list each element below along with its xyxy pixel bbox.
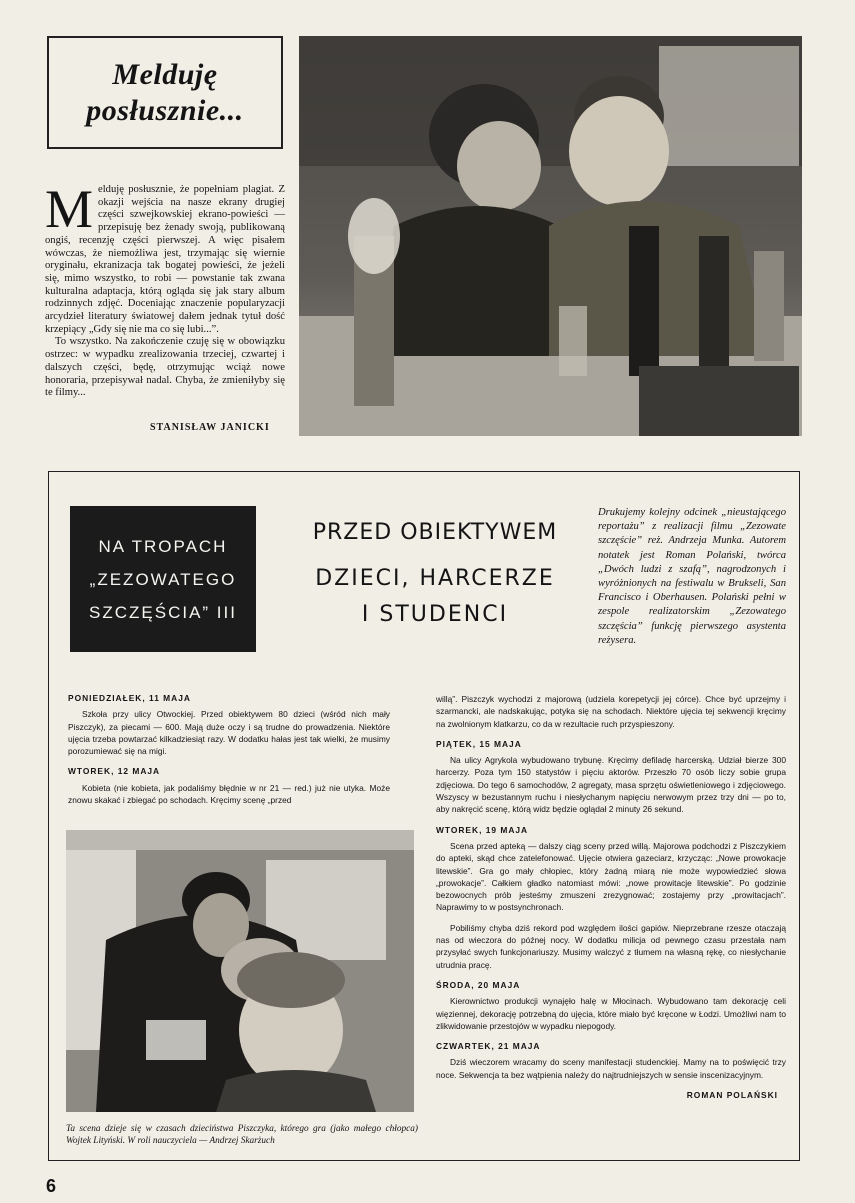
dropcap-letter: M bbox=[45, 179, 94, 239]
report-author: ROMAN POLAŃSKI bbox=[686, 1090, 778, 1101]
film-still-top bbox=[299, 36, 802, 436]
photo-caption: Ta scena dzieje się w czasach dzieciństwa Piszczyka, którego gra (jako małego chłopca) Wojtek Lityński. W roli nauczyciela — Andrzej Skarżuch bbox=[66, 1124, 418, 1146]
series-line-3: SZCZĘŚCIA” III bbox=[89, 602, 237, 622]
diary-entry: Scena przed apteką — dalszy ciąg sceny przed willą. Majorowa podchodzi z Piszczykiem do apteki, skąd chce zatelefonować. Ujęcie otwiera gazeciarz, krzycząc: „Nowe prowokacje litewskie”. Gra go mały chłopiec, który żadną miarą nie może wypowiedzieć słowa „prowokacje”. Całkiem gładko natomiast mówi: „nowe prowitacje litewskie”. Po godzinie bezowocnych prób jesteśmy zmuszeni zrezygnować; zostajemy przy „prowitacjach”. Naprawimy to w postsynchronach. bbox=[436, 840, 786, 913]
page-number: 6 bbox=[46, 1176, 57, 1196]
report-headline bbox=[290, 520, 580, 633]
film-still-bottom bbox=[66, 830, 414, 1112]
title-line-2: posłusznie... bbox=[86, 93, 244, 127]
diary-column-right bbox=[436, 693, 786, 1109]
headline-line-3: I STUDENCI bbox=[361, 602, 509, 627]
diary-date: PONIEDZIAŁEK, 11 MAJA bbox=[68, 693, 191, 703]
series-line-1: NA TROPACH bbox=[98, 536, 228, 556]
headline-line-2: DZIECI, HARCERZE bbox=[315, 566, 555, 591]
series-line-2: „ZEZOWATEGO bbox=[89, 569, 237, 589]
diary-column-left bbox=[68, 692, 390, 814]
diary-entry-continued: willą”. Piszczyk wychodzi z majorową (udziela korepetycji jej córce). Chce być uprzejmy i szarmancki, ale nadskakując, potyka się na schodach. Niektóre ujęcia tej sekwencji kręcimy na zwolnionym klatkarzu, co da w rezultacie ruch przyspieszony. bbox=[436, 694, 786, 729]
headline-line-1: PRZED OBIEKTYWEM bbox=[312, 520, 558, 545]
title-line-1: Melduję bbox=[112, 57, 218, 91]
diary-entry: Kierownictwo produkcji wynajęło halę w Młocinach. Wybudowano tam dekorację celi więziennej, dekorację potrzebną do ujęcia, które miało być kręcone w Łodzi. Umożliwi nam to zlikwidowanie przestojów w wypadku niepogody. bbox=[436, 996, 786, 1031]
diary-entry: Kobieta (nie kobieta, jak podaliśmy błędnie w nr 21 — red.) już nie utyka. Może znowu skakać i zbiegać po schodach. Kręcimy scenę „przed bbox=[68, 782, 390, 806]
review-paragraph-2: To wszystko. Na zakończenie czuję się w obowiązku ostrzec: w wypadku zrealizowania trzeciej, czwartej i dalszych części, będę, otrzymując wciąż nowe honoraria, przepisywał nadal. Chyba, że zmieniłyby się te filmy... bbox=[45, 336, 285, 399]
review-paragraph-1: elduję posłusznie, że popełniam plagiat. Z okazji wejścia na nasze ekrany drugiej części szwejkowskiej ekrano-powieści — przepisuję bez żenady swoją, publikowaną ongiś, recenzję części pierwszej. A więc pisałem wówczas, że niemożliwa jest, trzymając się wiernie oryginału, ekranizacja tak bogatej powieści, że jeżeli się, mimo wszystko, to robi — powstanie tak zwana kulturalna adaptacja, którą ogląda się jak stary album rodzinnych zdjęć. Doceniając znaczenie popularyzacji arcydzieł literatury światowej dałem jednak tytuł dość krzepiący „Gdy się nie ma co się lubi...”. bbox=[45, 184, 285, 335]
diary-entry: Szkoła przy ulicy Otwockiej. Przed obiektywem 80 dzieci (wśród nich mały Piszczyk), za piecami — 600. Mają duże oczy i są trudne do prowadzenia. Niektóre ujęcia trzeba powtarzać kilkadziesiąt razy. W dodatku hałas jest tak wielki, że musimy porozumiewać się na migi. bbox=[68, 709, 390, 757]
series-title-box bbox=[70, 506, 256, 652]
diary-entry: Na ulicy Agrykola wybudowano trybunę. Kręcimy defiladę harcerską. Udział bierze 300 harcerzy. Poza tym 150 statystów i pięciu aktorów. Przeszło 70 osób liczy sobie grupa zdjęciowa. Do tego 6 samochodów, 2 agregaty, masa sprzętu oświetleniowego i zdjęciowego. Wszyscy w bezustannym ruchu i niesłychanym napięciu nerwowym przez trzy dni — po to, aby nakręcić scenę, którą widz będzie oglądał 2 minuty 26 sekund. bbox=[436, 755, 786, 815]
diary-date: ŚRODA, 20 MAJA bbox=[436, 979, 521, 990]
diary-date: WTOREK, 19 MAJA bbox=[436, 824, 529, 835]
diary-date: WTOREK, 12 MAJA bbox=[68, 766, 161, 777]
diary-entry: Pobiliśmy chyba dziś rekord pod względem ilości gapiów. Nieprzebrane rzesze otaczają nas od wieczora do późnej nocy. W dodatku milicja od pewnego czasu przestała nam przysyłać swych funkcjonariuszy. Musimy walczyć z tłumem na własną rękę, co niesłychanie utrudnia pracę. bbox=[436, 922, 786, 970]
diary-date: PIĄTEK, 15 MAJA bbox=[436, 738, 522, 749]
report-intro: Drukujemy kolejny odcinek „nieustającego reportażu” z realizacji filmu „Zezowate szczęście” reż. Andrzeja Munka. Autorem notatek jest Roman Polański, twórca „Dwóch ludzi z szafą”, nagrodzonych i wyróżnionych na festiwalu w Brukseli, San Francisco i Oberhausen. Polański pełni w zespole realizatorskim „Zezowatego szczęścia” funkcję pierwszego asystenta reżysera. bbox=[598, 507, 786, 646]
diary-date: CZWARTEK, 21 MAJA bbox=[436, 1041, 541, 1052]
review-text bbox=[45, 179, 285, 400]
review-author: STANISŁAW JANICKI bbox=[150, 422, 270, 433]
article-title-box bbox=[47, 36, 283, 149]
diary-entry: Dziś wieczorem wracamy do sceny manifestacji studenckiej. Mamy na to poświęcić trzy noce. Sekwencja ta bez wątpienia należy do najtrudniejszych w sensie inscenizacyjnym. bbox=[436, 1057, 786, 1080]
